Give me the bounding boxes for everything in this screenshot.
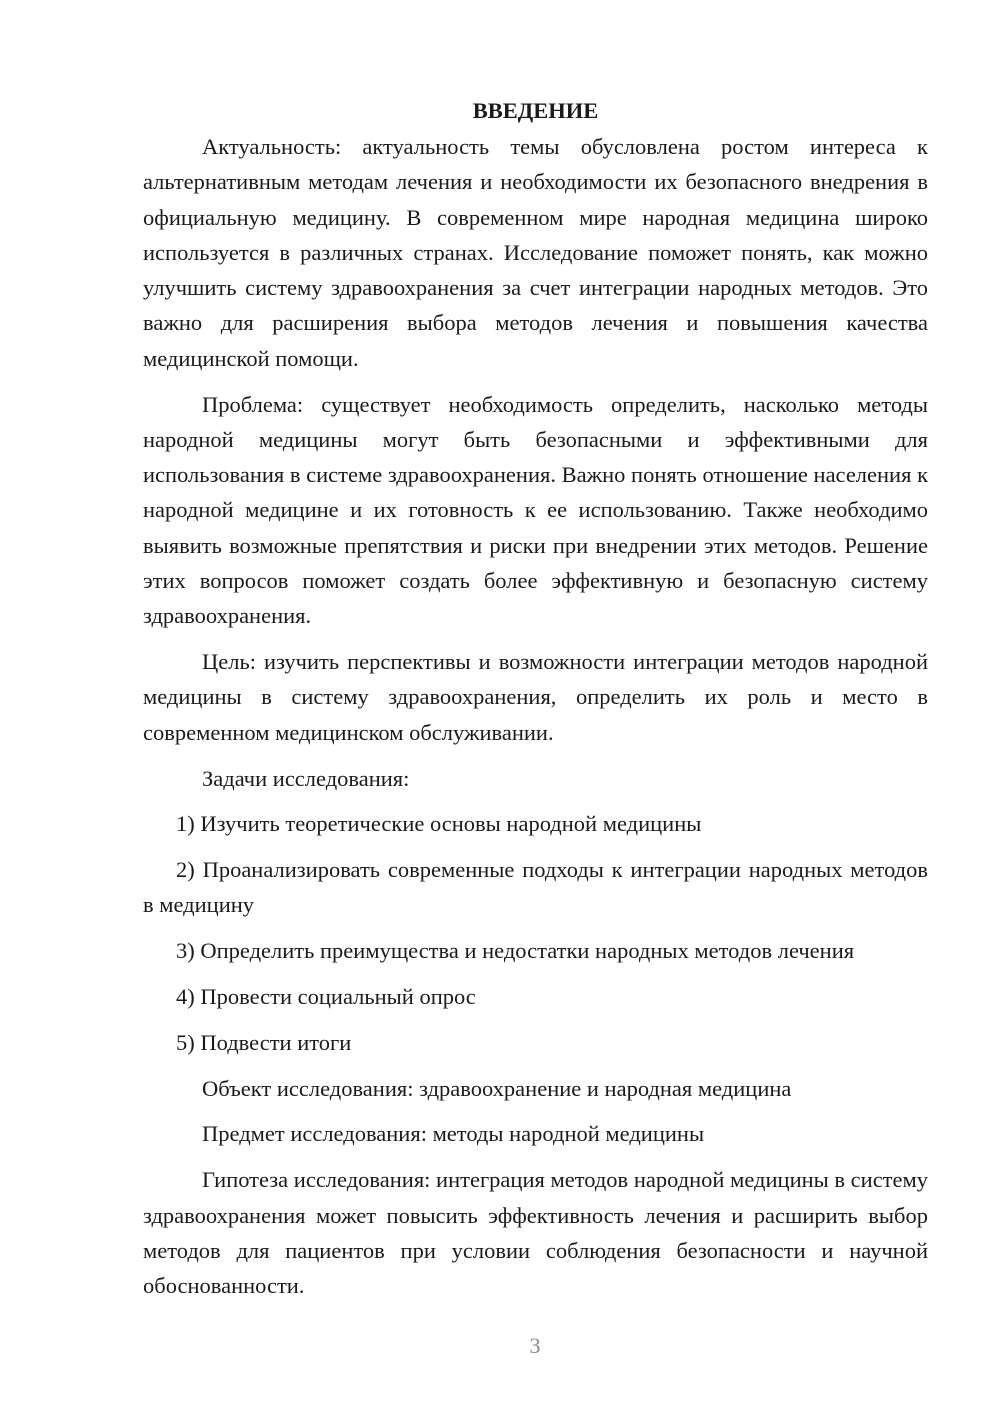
hypothesis-paragraph: Гипотеза исследования: интеграция методов народной медицины в систему здравоохранения может повысить эффективность лечения и расширить выбор методов для пациентов при условии соблюдения безопасности и научной обоснованности.: [143, 1167, 928, 1299]
task-item-1: 1) Изучить теоретические основы народной медицины: [176, 811, 702, 837]
problem-paragraph: Проблема: существует необходимость определить, насколько методы народной медицины могут быть безопасными и эффективными для использования в системе здравоохранения. Важно понять отношение населения к народной медицине и их готовность к ее использованию. Также необходимо выявить возможные препятствия и риски при внедрении этих методов. Решение этих вопросов поможет создать более эффективную и безопасную систему здравоохранения.: [143, 391, 929, 629]
tasks-title: Задачи исследования:: [202, 765, 410, 791]
task-item-4: 4) Провести социальный опрос: [176, 984, 476, 1010]
task-item-3: 3) Определить преимущества и недостатки народных методов лечения: [176, 938, 855, 964]
relevance-paragraph: Актуальность: актуальность темы обусловлена ростом интереса к альтернативным методам лечения и необходимости их безопасного внедрения в официальную медицину. В современном мире народная медицина широко используется в различных странах. Исследование поможет понять, как можно улучшить систему здравоохранения за счет интеграции народных методов. Это важно для расширения выбора методов лечения и повышения качества медицинской помощи.: [143, 134, 928, 371]
section-heading: ВВЕДЕНИЕ: [472, 98, 599, 123]
page-number: 3: [529, 1333, 541, 1358]
task-item-2: 2) Проанализировать современные подходы к интеграции народных методов в медицину: [143, 857, 928, 918]
task-item-5: 5) Подвести итоги: [176, 1029, 352, 1055]
object-paragraph: Объект исследования: здравоохранение и народная медицина: [202, 1075, 792, 1101]
page-content: [143, 95, 928, 1314]
subject-paragraph: Предмет исследования: методы народной медицины: [202, 1121, 705, 1147]
goal-paragraph: Цель: изучить перспективы и возможности интеграции методов народной медицины в систему здравоохранения, определить их роль и место в современном медицинском обслуживании.: [143, 649, 928, 745]
